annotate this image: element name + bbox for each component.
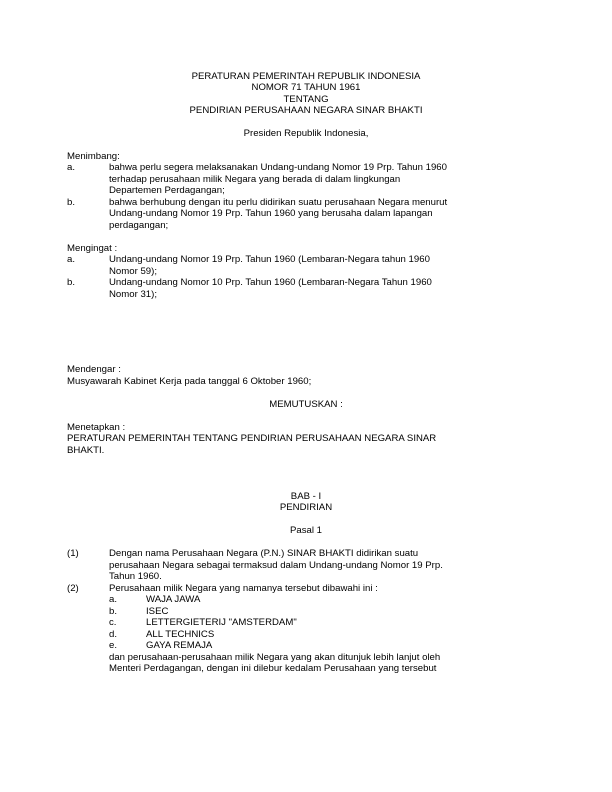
pasal-heading: Pasal 1 xyxy=(290,525,322,536)
company-name: LETTERGIETERIJ "AMSTERDAM" xyxy=(146,617,297,628)
list-marker: c. xyxy=(109,617,117,628)
menetapkan-line-1: PERATURAN PEMERINTAH TENTANG PENDIRIAN PERUSAHAAN NEGARA SINAR xyxy=(67,433,437,444)
pasal1-item1-line-3: Tahun 1960. xyxy=(109,571,162,582)
list-marker: (1) xyxy=(67,548,79,559)
mendengar-label: Mendengar : xyxy=(67,364,121,375)
title-line-1: PERATURAN PEMERINTAH REPUBLIK INDONESIA xyxy=(191,71,421,82)
company-name: WAJA JAWA xyxy=(146,594,201,605)
list-marker: b. xyxy=(67,277,76,288)
mengingat-b-line-2: Nomor 31); xyxy=(109,289,157,300)
list-marker: a. xyxy=(67,162,76,173)
company-name: GAYA REMAJA xyxy=(146,640,213,651)
pasal1-after-line-2: Menteri Perdagangan, dengan ini dilebur kedalam Perusahaan yang tersebut xyxy=(109,663,437,674)
company-name: ISEC xyxy=(146,606,169,617)
menimbang-label: Menimbang: xyxy=(67,151,120,162)
title-line-2: NOMOR 71 TAHUN 1961 xyxy=(251,82,361,93)
mengingat-b-line-1: Undang-undang Nomor 10 Prp. Tahun 1960 (Lembaran-Negara Tahun 1960 xyxy=(109,277,432,288)
list-marker: b. xyxy=(67,197,76,208)
menimbang-a-line-3: Departemen Perdagangan; xyxy=(109,185,225,196)
list-marker: (2) xyxy=(67,583,79,594)
company-name: ALL TECHNICS xyxy=(146,629,215,640)
pasal1-item2-line-1: Perusahaan milik Negara yang namanya tersebut dibawahi ini : xyxy=(109,583,378,594)
menetapkan-label: Menetapkan : xyxy=(67,422,126,433)
list-marker: d. xyxy=(109,629,118,640)
title-line-3: TENTANG xyxy=(283,94,329,105)
list-marker: a. xyxy=(109,594,118,605)
menimbang-b-line-2: Undang-undang Nomor 19 Prp. Tahun 1960 yang berusaha dalam lapangan xyxy=(109,208,433,219)
menetapkan-line-2: BHAKTI. xyxy=(67,445,105,456)
list-marker: e. xyxy=(109,640,118,651)
memutuskan-heading: MEMUTUSKAN : xyxy=(269,399,343,410)
menimbang-a-line-1: bahwa perlu segera melaksanakan Undang-undang Nomor 19 Prp. Tahun 1960 xyxy=(109,162,447,173)
list-marker: b. xyxy=(109,606,118,617)
pasal1-item1-line-1: Dengan nama Perusahaan Negara (P.N.) SINAR BHAKTI didirikan suatu xyxy=(109,548,419,559)
bab-title: PENDIRIAN xyxy=(279,502,333,513)
menimbang-a-line-2: terhadap perusahaan milik Negara yang berada di dalam lingkungan xyxy=(109,174,401,185)
mengingat-label: Mengingat : xyxy=(67,243,118,254)
list-marker: a. xyxy=(67,254,76,265)
bab-number: BAB - I xyxy=(290,491,322,502)
pasal1-item1-line-2: perusahaan Negara sebagai termaksud dalam Undang-undang Nomor 19 Prp. xyxy=(109,560,443,571)
menimbang-b-line-3: perdagangan; xyxy=(109,220,169,231)
president-line: Presiden Republik Indonesia, xyxy=(243,128,369,139)
pasal1-after-line-1: dan perusahaan-perusahaan milik Negara yang akan ditunjuk lebih lanjut oleh xyxy=(109,652,441,663)
mengingat-a-line-2: Nomor 59); xyxy=(109,266,157,277)
mengingat-a-line-1: Undang-undang Nomor 19 Prp. Tahun 1960 (Lembaran-Negara tahun 1960 xyxy=(109,254,430,265)
mendengar-text: Musyawarah Kabinet Kerja pada tanggal 6 Oktober 1960; xyxy=(67,376,312,387)
title-line-4: PENDIRIAN PERUSAHAAN NEGARA SINAR BHAKTI xyxy=(189,105,423,116)
menimbang-b-line-1: bahwa berhubung dengan itu perlu didirikan suatu perusahaan Negara menurut xyxy=(109,197,448,208)
